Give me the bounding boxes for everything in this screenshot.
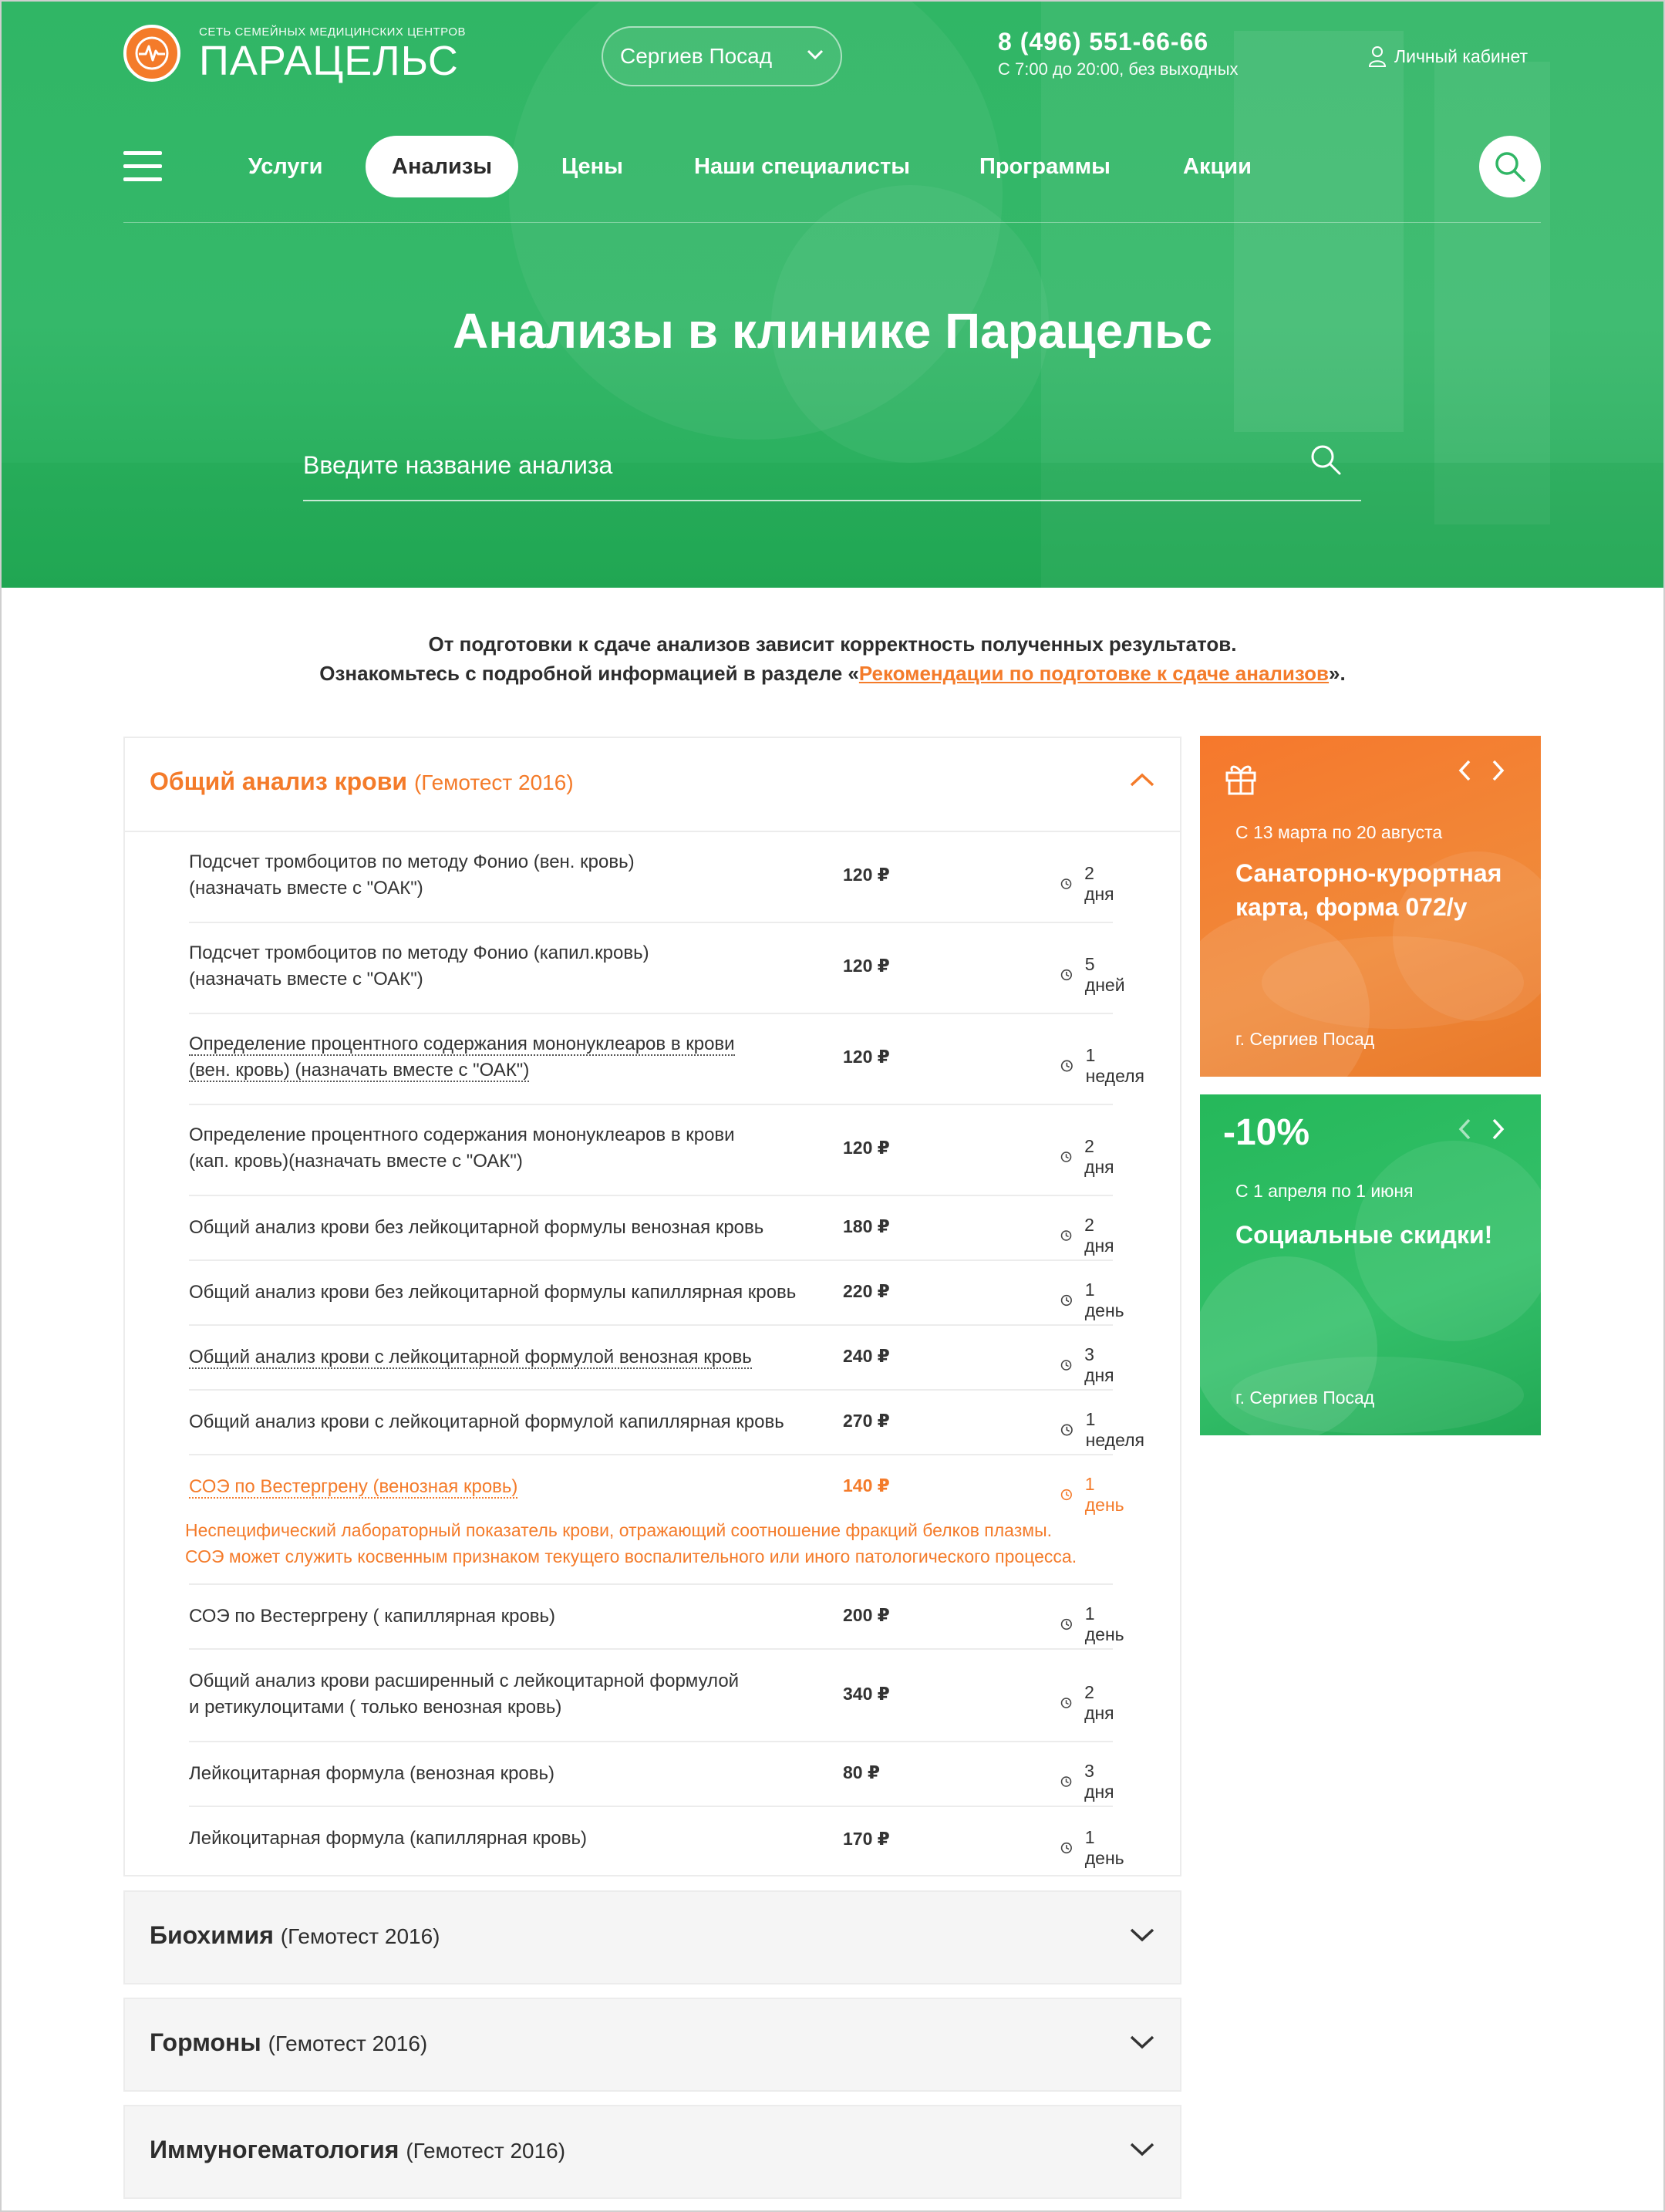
- promo-arrows: [1458, 1118, 1505, 1141]
- phone-number[interactable]: 8 (496) 551-66-66: [998, 28, 1209, 56]
- row-price: 120 ₽: [843, 865, 890, 885]
- row-price: 270 ₽: [843, 1411, 890, 1431]
- notice-line-2: [0, 659, 1665, 688]
- personal-cabinet-label: Личный кабинет: [1394, 46, 1528, 66]
- chevron-up-icon[interactable]: [1129, 772, 1155, 787]
- accordion-immunohematology[interactable]: [123, 2105, 1181, 2199]
- row-name: Общий анализ крови с лейкоцитарной формулой капиллярная кровь: [189, 1411, 784, 1432]
- row-name: Подсчет тромбоцитов по методу Фонио (капил.кровь) (назначать вместе с "ОАК"): [189, 942, 649, 990]
- nav-item-promotions[interactable]: Акции: [1183, 154, 1252, 179]
- row-time: 1 день: [1060, 1603, 1127, 1645]
- analysis-search-input[interactable]: [303, 438, 1267, 492]
- row-description: Неспецифический лабораторный показатель крови, отражающий соотношение фракций белков плазмы. СОЭ может служить косвенным признаком текущего воспалительного или иного патологического процесса.: [185, 1520, 1077, 1566]
- promo-arrows: [1458, 759, 1505, 782]
- promo-title: Социальные скидки!: [1235, 1221, 1493, 1249]
- logo[interactable]: [123, 25, 466, 82]
- row-time: 3 дня: [1060, 1344, 1118, 1386]
- chevron-down-icon: [807, 49, 824, 60]
- clock-icon: [1060, 1695, 1072, 1711]
- row-time: 1 неделя: [1060, 1045, 1147, 1087]
- accordion-subtitle: (Гемотест 2016): [413, 770, 574, 794]
- chevron-down-icon[interactable]: [1129, 2142, 1155, 2157]
- gift-icon: [1223, 760, 1259, 796]
- table-row[interactable]: [189, 1326, 1113, 1391]
- row-price: 340 ₽: [843, 1684, 890, 1704]
- row-time: 1 день: [1060, 1827, 1127, 1869]
- row-price: 120 ₽: [843, 956, 890, 976]
- table-row[interactable]: [189, 1391, 1144, 1455]
- table-row[interactable]: [189, 1196, 1113, 1261]
- preparation-recommendations-link[interactable]: Рекомендации по подготовке к сдаче анализов: [858, 662, 1330, 685]
- notice-suffix: ».: [1329, 662, 1346, 685]
- table-row[interactable]: [189, 832, 1113, 923]
- table-row[interactable]: [189, 1807, 1124, 1872]
- table-row[interactable]: [189, 1742, 1113, 1807]
- row-name: Общий анализ крови без лейкоцитарной формулы венозная кровь: [189, 1217, 764, 1238]
- promo-date: С 13 марта по 20 августа: [1235, 822, 1443, 842]
- nav-item-services[interactable]: Услуги: [248, 154, 323, 179]
- row-time: 2 дня: [1060, 863, 1118, 905]
- notice-line-1: От подготовки к сдаче анализов зависит корректность полученных результатов.: [428, 632, 1237, 656]
- clock-icon: [1060, 1422, 1073, 1438]
- table-row[interactable]: [189, 1650, 1113, 1742]
- promo-city: г. Сергиев Посад: [1235, 1388, 1375, 1408]
- city-select[interactable]: [602, 26, 842, 86]
- accordion-title: Гормоны (Гемотест 2016): [150, 2028, 428, 2056]
- accordion-header[interactable]: [125, 738, 1180, 832]
- promo-card-social-discount[interactable]: [1200, 1094, 1541, 1435]
- analysis-search: [303, 438, 1361, 501]
- accordion-title: Иммуногематология (Гемотест 2016): [150, 2136, 566, 2163]
- table-row[interactable]: [189, 923, 1125, 1014]
- promo-title: Санаторно-курортная карта, форма 072/у: [1235, 859, 1502, 921]
- logo-name: ПАРАЦЕЛЬС: [199, 37, 459, 84]
- accordion-title: Биохимия (Гемотест 2016): [150, 1921, 440, 1949]
- promo-discount-badge: -10%: [1223, 1112, 1310, 1153]
- row-name: Общий анализ крови без лейкоцитарной формулы капиллярная кровь: [189, 1282, 797, 1303]
- row-name-link[interactable]: СОЭ по Вестергрену (венозная кровь): [189, 1476, 518, 1497]
- nav-item-specialists[interactable]: Наши специалисты: [694, 154, 911, 179]
- row-time: 3 дня: [1060, 1761, 1118, 1802]
- personal-cabinet-link[interactable]: [1368, 45, 1528, 68]
- nav-item-prices[interactable]: Цены: [561, 154, 623, 179]
- row-time: 5 дней: [1060, 954, 1128, 996]
- clock-icon: [1060, 1149, 1072, 1165]
- nav-item-programs[interactable]: Программы: [979, 154, 1111, 179]
- row-name: Лейкоцитарная формула (капиллярная кровь): [189, 1828, 587, 1849]
- row-time: 1 день: [1060, 1280, 1127, 1321]
- logo-tagline: СЕТЬ СЕМЕЙНЫХ МЕДИЦИНСКИХ ЦЕНТРОВ: [199, 25, 467, 39]
- arrow-left-icon[interactable]: [1458, 759, 1471, 782]
- clock-icon: [1060, 1617, 1073, 1632]
- row-time: 1 неделя: [1060, 1409, 1147, 1451]
- row-price: 200 ₽: [843, 1605, 890, 1625]
- arrow-left-icon[interactable]: [1458, 1118, 1471, 1141]
- header-divider: [123, 222, 1541, 223]
- accordion-blood-analysis: [123, 737, 1181, 1876]
- row-time: 2 дня: [1060, 1136, 1118, 1178]
- row-name: Лейкоцитарная формула (венозная кровь): [189, 1763, 555, 1784]
- table-row[interactable]: [189, 1105, 1113, 1196]
- search-icon[interactable]: [1309, 443, 1343, 477]
- row-price: 120 ₽: [843, 1047, 890, 1067]
- promo-city: г. Сергиев Посад: [1235, 1029, 1375, 1049]
- table-row[interactable]: [189, 1261, 1124, 1326]
- clock-icon: [1060, 1293, 1073, 1308]
- contact-block: [998, 28, 1239, 79]
- nav-item-analyses[interactable]: Анализы: [366, 136, 518, 197]
- menu-burger-icon[interactable]: [123, 151, 162, 182]
- accordion-title-text: Общий анализ крови: [150, 767, 408, 795]
- header-search-button[interactable]: [1479, 136, 1541, 197]
- working-hours: С 7:00 до 20:00, без выходных: [998, 59, 1239, 79]
- row-name: СОЭ по Вестергрену ( капиллярная кровь): [189, 1606, 556, 1627]
- clock-icon: [1060, 1228, 1072, 1243]
- promo-date: С 1 апреля по 1 июня: [1235, 1181, 1414, 1201]
- row-name-link[interactable]: Определение процентного содержания мононуклеаров в крови (вен. кровь) (назначать вместе с "ОАК"): [189, 1034, 735, 1081]
- row-price: 170 ₽: [843, 1829, 890, 1849]
- clock-icon: [1060, 876, 1072, 892]
- accordion-biochemistry[interactable]: [123, 1890, 1181, 1984]
- row-price: 120 ₽: [843, 1138, 890, 1158]
- arrow-right-icon[interactable]: [1491, 1118, 1505, 1141]
- clock-icon: [1060, 1487, 1073, 1502]
- notice-prefix: Ознакомьтесь с подробной информацией в разделе «: [319, 662, 859, 685]
- clock-icon: [1060, 967, 1073, 983]
- arrow-right-icon[interactable]: [1491, 759, 1505, 782]
- page-title: Анализы в клинике Парацельс: [453, 303, 1212, 359]
- promo-card-sanatorium[interactable]: [1200, 736, 1541, 1077]
- user-icon: [1368, 45, 1387, 68]
- row-name-link[interactable]: Общий анализ крови с лейкоцитарной формулой венозная кровь: [189, 1347, 752, 1367]
- accordion-hormones[interactable]: [123, 1998, 1181, 2092]
- row-price: 80 ₽: [843, 1762, 880, 1782]
- row-price: 140 ₽: [843, 1475, 890, 1495]
- table-row[interactable]: [189, 1014, 1144, 1105]
- row-price: 220 ₽: [843, 1281, 890, 1301]
- row-time: 2 дня: [1060, 1215, 1118, 1256]
- logo-heartbeat-icon: [123, 25, 180, 82]
- row-time: 2 дня: [1060, 1682, 1118, 1724]
- search-icon: [1493, 150, 1527, 184]
- row-name: Подсчет тромбоцитов по методу Фонио (вен. кровь) (назначать вместе с "ОАК"): [189, 851, 635, 899]
- row-name: Определение процентного содержания мононуклеаров в крови (кап. кровь)(назначать вместе с "ОАК"): [189, 1125, 735, 1172]
- clock-icon: [1060, 1058, 1073, 1074]
- hero-header: [0, 0, 1665, 588]
- chevron-down-icon[interactable]: [1129, 2035, 1155, 2050]
- row-name: Общий анализ крови расширенный с лейкоцитарной формулой и ретикулоцитами ( только венозная кровь): [189, 1671, 740, 1718]
- row-price: 240 ₽: [843, 1346, 890, 1366]
- clock-icon: [1060, 1774, 1072, 1789]
- city-select-value: Сергиев Посад: [620, 44, 773, 68]
- table-row[interactable]: [189, 1585, 1124, 1650]
- accordion-title: [150, 767, 574, 796]
- row-price: 180 ₽: [843, 1216, 890, 1236]
- clock-icon: [1060, 1840, 1073, 1856]
- chevron-down-icon[interactable]: [1129, 1927, 1155, 1943]
- row-time: 1 день: [1060, 1474, 1127, 1516]
- preparation-notice: [0, 629, 1665, 688]
- clock-icon: [1060, 1357, 1072, 1373]
